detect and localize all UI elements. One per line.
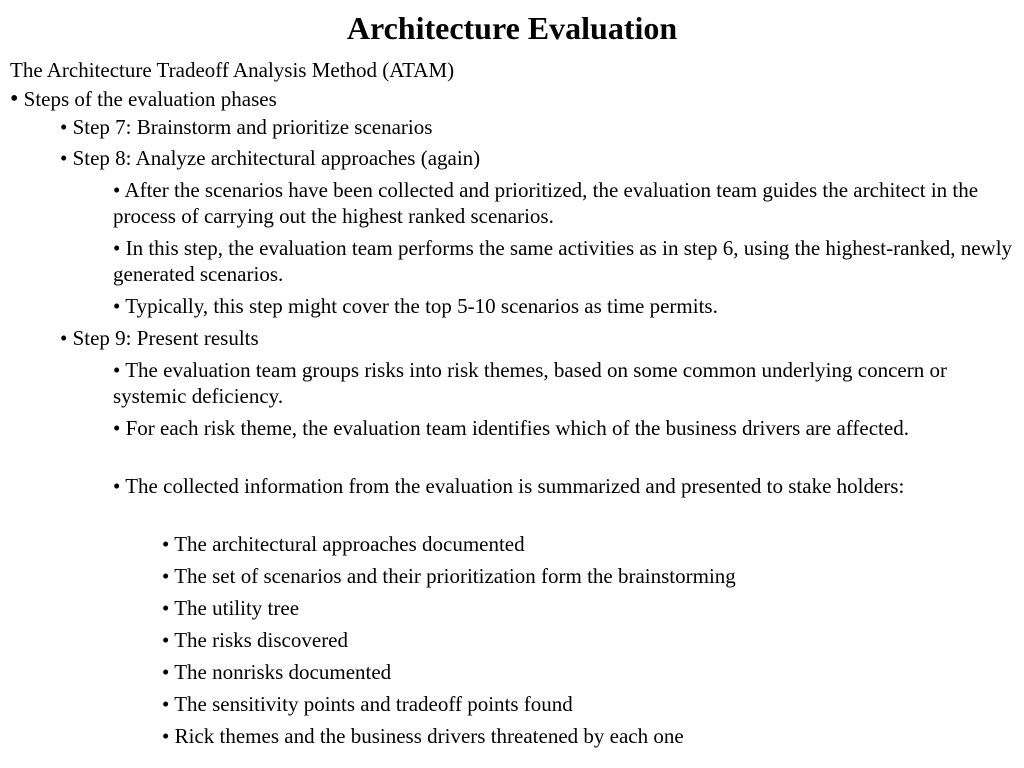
step-9-detail: • The evaluation team groups risks into risk themes, based on some common underlying concern or systemic deficiency.	[113, 358, 947, 408]
section-heading-text: Steps of the evaluation phases	[23, 87, 277, 111]
slide-subtitle: The Architecture Tradeoff Analysis Method (ATAM)	[10, 58, 455, 82]
step-7-item: • Step 7: Brainstorm and prioritize scenarios	[60, 115, 433, 139]
result-output-item: • The set of scenarios and their prioritization form the brainstorming	[162, 564, 736, 588]
result-output-item: • The sensitivity points and tradeoff points found	[162, 692, 573, 716]
result-output-item: • The nonrisks documented	[162, 660, 392, 684]
result-output-item: • The risks discovered	[162, 628, 349, 652]
slide-title: Architecture Evaluation	[346, 10, 678, 46]
step-8-detail: • In this step, the evaluation team performs the same activities as in step 6, using the highest-ranked, newly generated scenarios.	[113, 236, 1013, 286]
section-heading	[10, 86, 277, 112]
step-8-detail: • Typically, this step might cover the top 5-10 scenarios as time permits.	[113, 294, 718, 318]
step-9-detail: • For each risk theme, the evaluation team identifies which of the business drivers are affected.	[113, 416, 909, 440]
step-8-heading: • Step 8: Analyze architectural approaches (again)	[60, 146, 481, 170]
bullet-icon: •	[10, 86, 19, 112]
result-output-item: • Rick themes and the business drivers threatened by each one	[162, 724, 684, 748]
result-output-item: • The architectural approaches documented	[162, 532, 525, 556]
step-9-heading: • Step 9: Present results	[60, 326, 259, 350]
step-9-detail: • The collected information from the evaluation is summarized and presented to stake holders:	[113, 474, 905, 498]
step-8-detail: • After the scenarios have been collected and prioritized, the evaluation team guides the architect in the process of carrying out the highest ranked scenarios.	[113, 178, 979, 228]
result-output-item: • The utility tree	[162, 596, 300, 620]
